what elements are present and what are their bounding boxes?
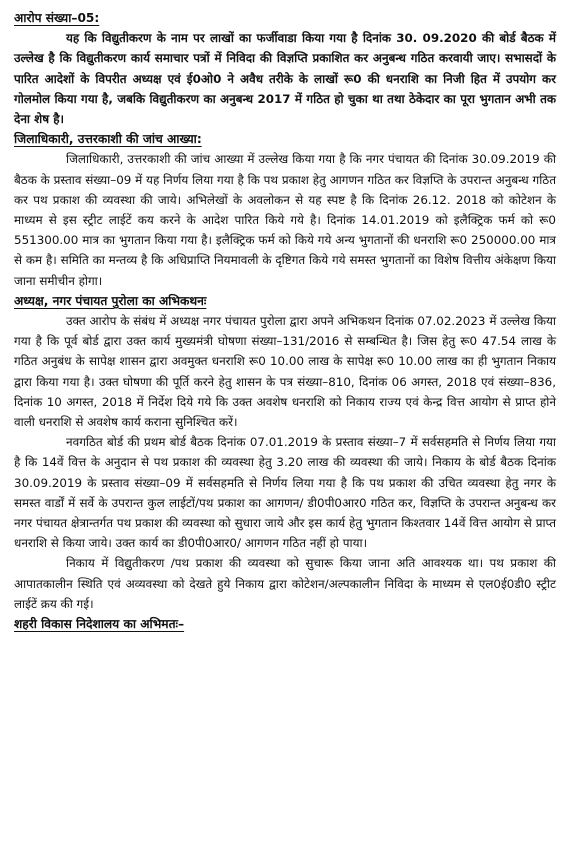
charge-paragraph: यह कि विद्युतीकरण के नाम पर लाखों का फर्जीवाडा किया गया है दिनांक 30. 09.2020 की बोर्ड बैठक में उल्लेख है कि विद्युतीकरण कार्य समाचार पत्रों में निविदा की विज्ञप्ति प्रकाशित कर अनुबन्ध गठित करवायी जाए। सभासदों के पारित आदेशों के विपरीत अध्यक्ष एवं ई0ओ0 ने अवैध तरीके के लाखों रू0 की धनराशि का निजी हित में उपयोग कर गोलमोल किया गया है, जबकि विद्युतीकरण का अनुबन्ध 2017 में गठित हो चुका था तथा ठेकेदार का पूरा भुगतान अभी तक देना शेष है। xyxy=(14,31,556,127)
dm-report-heading: जिलाधिकारी, उत्तरकाशी की जांच आख्या: xyxy=(14,132,202,147)
chairman-statement-heading: अध्यक्ष, नगर पंचायत पुरोला का अभिकथनः xyxy=(14,293,207,308)
chairman-statement-paragraph-2: नवगठित बोर्ड की प्रथम बोर्ड बैठक दिनांक 07.01.2019 के प्रस्ताव संख्या–7 में सर्वसहमति से निर्णय लिया गया है कि 14वें वित्त के अनुदान से पथ प्रकाश की व्यवस्था हेतु 3.20 लाख की व्यवस्था की जाये। निकाय के बोर्ड बैठक दिनांक 30.09.2019 के प्रस्ताव संख्या–09 में सर्वसहमति से निर्णय लिया गया है कि पथ प्रकाश की उचित व्यवस्था हेतु नगर के समस्त वार्डों में सर्वे के उपरान्त कुल लाईटों/पथ प्रकाश का आगणन/ डी0पी0आर0 गठित कर, विज्ञप्ति के उपरान्त अनुबन्ध कर नगर पंचायत क्षेत्रान्तर्गत पथ प्रकाश की व्यवस्था को सुधारा जाये और इस कार्य हेतु भुगतान किश्तवार 14वें वित्त आयोग से प्राप्त धनराशि से किया जाये। उक्त कार्य का डी0पी0आर0/ आगणन गठित नहीं हो पाया। xyxy=(14,435,556,551)
charge-heading: आरोप संख्या–05: xyxy=(14,11,100,25)
urban-development-heading: शहरी विकास निदेशालय का अभिमतः– xyxy=(14,617,185,632)
chairman-statement-paragraph-1: उक्त आरोप के संबंध में अध्यक्ष नगर पंचायत पुरोला द्वारा अपने अभिकथन दिनांक 07.02.2023 में उल्लेख किया गया है कि पूर्व बोर्ड द्वारा उक्त कार्य मुख्यमंत्री घोषणा संख्या–131/2016 से सम्बन्धित है। जिस हेतु रू0 47.54 लाख के गठित अनुबंध के सापेक्ष शासन द्वारा अवमुक्त धनराशि रू0 10.00 लाख के सापेक्ष रू0 10.00 लाख का ही भुगतान निकाय द्वारा किया गया है। उक्त घोषणा की पूर्ति करने हेतु शासन के पत्र संख्या–810, दिनांक 06 अगस्त, 2018 एवं संख्या–836, दिनांक 10 अगस्त, 2018 में निर्देश दिये गये कि उक्त अवशेष धनराशि को निकाय राज्य एवं केन्द्र वित्त आयोग से प्राप्त होने वाली धनराशि से अवशेष कार्य कराना सुनिश्चित करें। xyxy=(14,314,556,430)
chairman-statement-paragraph-3: निकाय में विद्युतीकरण /पथ प्रकाश की व्यवस्था को सुचारू किया जाना अति आवश्यक था। पथ प्रकाश की आपातकालीन स्थिति एवं अव्यवस्था को देखते हुये निकाय द्वारा कोटेशन/अल्पकालीन निविदा के माध्यम से एल0ई0डी0 स्ट्रीट लाईटें क्रय की गई। xyxy=(14,556,556,611)
dm-report-paragraph: जिलाधिकारी, उत्तरकाशी की जांच आख्या में उल्लेख किया गया है कि नगर पंचायत की दिनांक 30.09.2019 की बैठक के प्रस्ताव संख्या–09 में यह निर्णय लिया गया है कि पथ प्रकाश हेतु आगणन गठित कर विज्ञप्ति के उपरान्त अनुबन्ध गठित कर पथ प्रकाश की व्यवस्था की जाये। अभिलेखों के अवलोकन से यह स्पष्ट है कि दिनांक 26.12. 2018 को कोटेशन के माध्यम से इस स्ट्रीट लाईटें कय करने के आदेश पारित किये गये है। दिनांक 14.01.2019 को इलैक्ट्रिक फर्म को रू0 551300.00 मात्र का भुगतान किया गया है। इलैक्ट्रिक फर्म को किये गये अन्य भुगतानों की धनराशि रू0 250000.00 मात्र से कम है। समिति का मन्तव्य है कि अधिप्राप्ति नियमावली के दृष्टिगत किये गये समस्त भुगतानों का विशेष वित्तीय अंकेक्षण किया जाना समीचीन होगा। xyxy=(14,152,556,288)
